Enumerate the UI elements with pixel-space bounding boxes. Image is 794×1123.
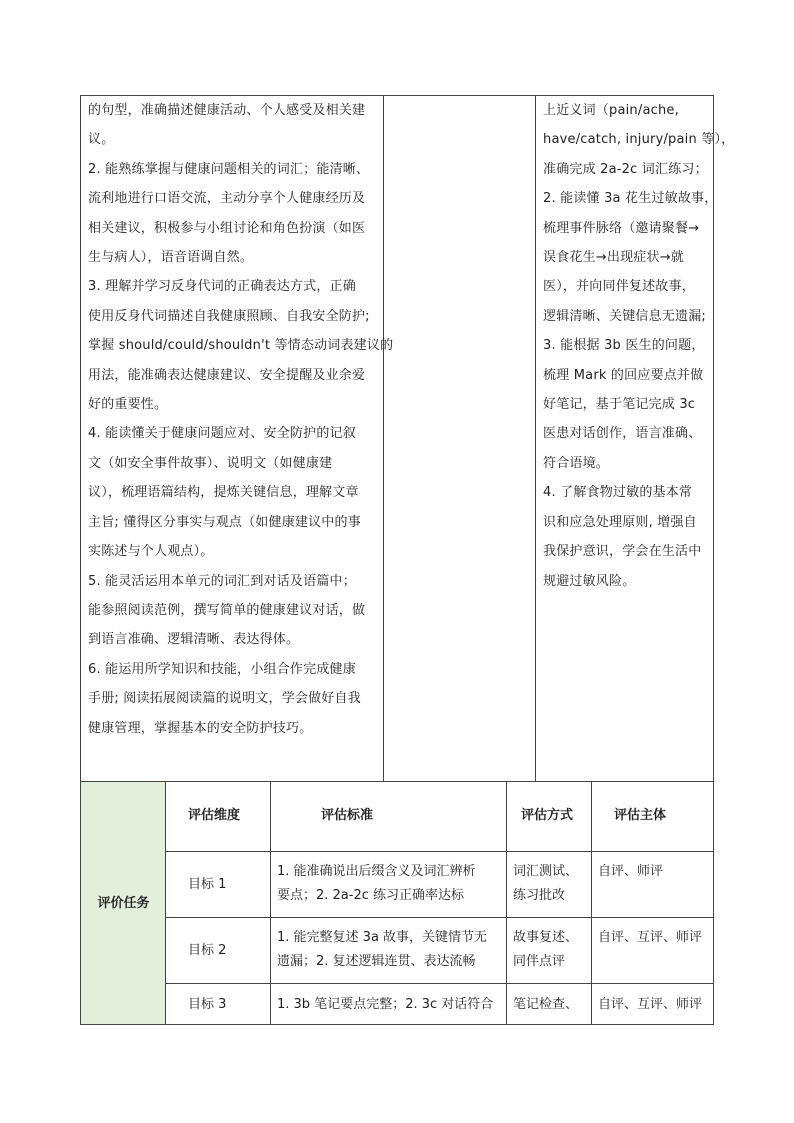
row2-standard xyxy=(277,926,487,974)
text-line: 6. 能运用所学知识和技能，小组合作完成健康 xyxy=(88,661,356,677)
row3-subject: 自评、互评、师评 xyxy=(598,997,703,1012)
text-line: 练习批改 xyxy=(513,888,566,903)
text-line: have/catch, injury/pain 等）， xyxy=(543,132,735,148)
text-line: 符合语境。 xyxy=(543,455,610,471)
column-divider xyxy=(506,782,507,1024)
text-line: 3. 能根据 3b 医生的问题， xyxy=(543,338,705,354)
text-line: 4. 了解食物过敏的基本常 xyxy=(543,485,693,501)
row-divider xyxy=(166,983,713,984)
row1-method xyxy=(513,860,578,908)
text-line: 同伴点评 xyxy=(513,954,566,969)
text-line: 识和应急处理原则, 增强自 xyxy=(543,514,697,530)
row1-standard xyxy=(277,860,476,908)
header-standard: 评估标准 xyxy=(321,808,374,823)
text-line: 准确完成 2a-2c 词汇练习； xyxy=(543,161,708,177)
text-line: 医患对话创作，语言准确、 xyxy=(543,426,702,442)
text-line: 健康管理，掌握基本的安全防护技巧。 xyxy=(88,720,313,736)
row2-method xyxy=(513,926,578,974)
text-line: 规避过敏风险。 xyxy=(543,573,636,589)
text-line: 好的重要性。 xyxy=(88,397,168,413)
column-divider xyxy=(270,782,271,1024)
text-line: 能参照阅读范例，撰写简单的健康建议对话，做 xyxy=(88,602,366,618)
text-line: 医），并向同伴复述故事， xyxy=(543,279,695,295)
text-line: 好笔记，基于笔记完成 3c xyxy=(543,397,696,413)
text-line: 2. 能读懂 3a 花生过敏故事， xyxy=(543,191,718,207)
evaluation-section-label: 评价任务 xyxy=(97,896,150,911)
text-line: 1. 3b 笔记要点完整；2. 3c 对话符合 xyxy=(277,997,494,1012)
header-subject: 评估主体 xyxy=(614,808,667,823)
text-line: 遗漏；2. 复述逻辑连贯、表达流畅 xyxy=(277,954,476,969)
text-line: 手册; 阅读拓展阅读篇的说明文，学会做好自我 xyxy=(88,691,361,707)
row2-subject: 自评、互评、师评 xyxy=(598,930,703,945)
column-divider xyxy=(535,96,536,781)
text-line: 笔记检查、 xyxy=(513,997,579,1012)
text-line: 逻辑清晰、关键信息无遗漏; xyxy=(543,308,706,324)
text-line: 误食花生→出现症状→就 xyxy=(543,250,684,266)
text-line: 3. 理解并学习反身代词的正确表达方式，正确 xyxy=(88,279,356,295)
header-dimension: 评估维度 xyxy=(188,808,241,823)
text-line: 用法，能准确表达健康建议、安全提醒及业余爱 xyxy=(88,367,366,383)
row-divider xyxy=(166,917,713,918)
text-line: 掌握 should/could/shouldn't 等情态动词表建议的 xyxy=(88,338,394,354)
text-line: 梳理 Mark 的回应要点并做 xyxy=(543,367,704,383)
text-line: 词汇测试、 xyxy=(513,864,579,879)
text-line: 上近义词（pain/ache, xyxy=(543,103,679,118)
row-divider xyxy=(166,851,713,852)
evaluation-section-cell xyxy=(81,782,166,1024)
row3-method xyxy=(513,993,578,1017)
text-line: 4. 能读懂关于健康问题应对、安全防护的记叙 xyxy=(88,426,356,442)
text-line: 流利地进行口语交流，主动分享个人健康经历及 xyxy=(88,191,366,207)
text-line: 相关建议，积极参与小组讨论和角色扮演（如医 xyxy=(88,220,366,236)
text-line: 梳理事件脉络（邀请聚餐→ xyxy=(543,220,700,236)
objectives-left-column xyxy=(88,96,393,743)
column-divider xyxy=(591,782,592,1024)
text-line: 1. 能完整复述 3a 故事，关键情节无 xyxy=(277,930,488,945)
text-line: 5. 能灵活运用本单元的词汇到对话及语篇中； xyxy=(88,573,356,589)
text-line: 主旨; 懂得区分事实与观点（如健康建议中的事 xyxy=(88,514,361,530)
text-line: 1. 能准确说出后缀含义及词汇辨析 xyxy=(277,864,476,879)
text-line: 生与病人），语音语调自然。 xyxy=(88,250,254,266)
text-line: 我保护意识，学会在生活中 xyxy=(543,544,702,560)
text-line: 的句型，准确描述健康活动、个人感受及相关建 xyxy=(88,103,366,118)
text-line: 到语言准确、逻辑清晰、表达得体。 xyxy=(88,632,300,648)
evaluation-table xyxy=(80,782,714,1025)
text-line: 议。 xyxy=(88,132,115,148)
row1-dimension: 目标 1 xyxy=(188,877,227,892)
objectives-table xyxy=(80,95,735,782)
text-line: 故事复述、 xyxy=(513,930,579,945)
objectives-right-column xyxy=(543,96,734,596)
row1-subject: 自评、师评 xyxy=(598,864,664,879)
header-method: 评估方式 xyxy=(521,808,574,823)
row2-dimension: 目标 2 xyxy=(188,943,227,958)
text-line: 2. 能熟练掌握与健康问题相关的词汇；能清晰、 xyxy=(88,161,370,177)
row3-standard xyxy=(277,993,493,1017)
text-line: 要点；2. 2a-2c 练习正确率达标 xyxy=(277,888,465,903)
text-line: 文（如安全事件故事）、说明文（如健康建 xyxy=(88,455,333,471)
text-line: 实陈述与个人观点）。 xyxy=(88,544,214,560)
text-line: 使用反身代词描述自我健康照顾、自我安全防护; xyxy=(88,308,370,324)
text-line: 议），梳理语篇结构，提炼关键信息，理解文章 xyxy=(88,485,359,501)
row3-dimension: 目标 3 xyxy=(188,997,227,1012)
